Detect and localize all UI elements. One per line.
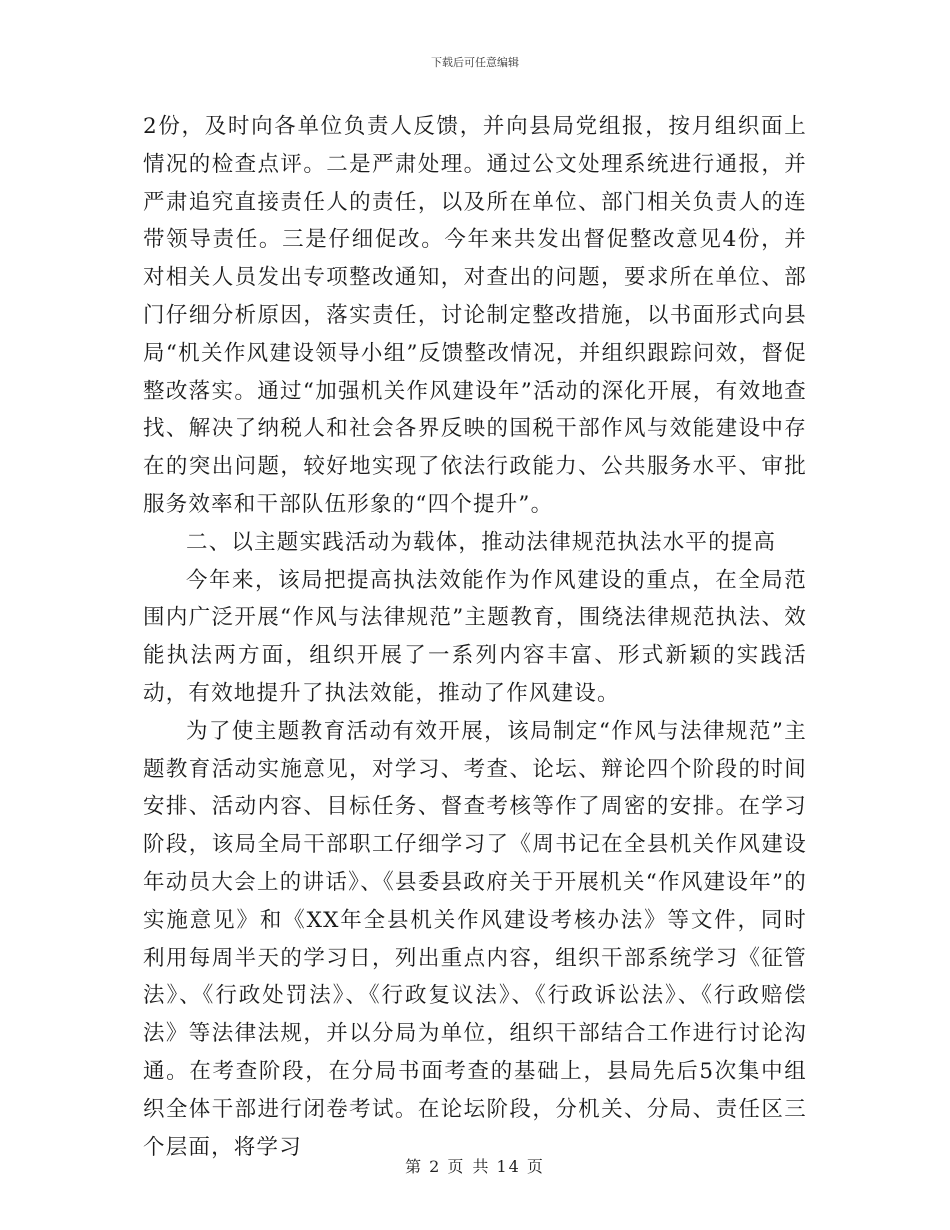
footer-suffix: 页: [526, 1157, 545, 1176]
header-note: 下载后可任意编辑: [431, 56, 519, 69]
page-footer: [0, 1154, 950, 1177]
paragraph-1: 2份，及时向各单位负责人反馈，并向县局党组报，按月组织面上情况的检查点评。二是严肃处理。通过公文处理系统进行通报，并严肃追究直接责任人的责任，以及所在单位、部门相关负责人的连带领导责任。三是仔细促改。今年来共发出督促整改意见4份，并对相关人员发出专项整改通知，对查出的问题，要求所在单位、部门仔细分析原因，落实责任，讨论制定整改措施，以书面形式向县局“机关作风建设领导小组”反馈整改情况，并组织跟踪问效，督促整改落实。通过“加强机关作风建设年”活动的深化开展，有效地查找、解决了纳税人和社会各界反映的国税干部作风与效能建设中存在的突出问题，较好地实现了依法行政能力、公共服务水平、审批服务效率和干部队伍形象的“四个提升”。: [143, 114, 807, 517]
total-page-count: 14: [496, 1157, 521, 1176]
current-page-number: 2: [429, 1157, 442, 1176]
footer-mid: 页 共: [447, 1157, 491, 1176]
document-body: [143, 108, 807, 1166]
footer-prefix: 第: [405, 1157, 424, 1176]
paragraph-2: 今年来，该局把提高执法效能作为作风建设的重点，在全局范围内广泛开展“作风与法律规范”主题教育，围绕法律规范执法、效能执法两方面，组织开展了一系列内容丰富、形式新颖的实践活动，有效地提升了执法效能，推动了作风建设。: [143, 567, 807, 706]
section-heading-2: 二、以主题实践活动为载体，推动法律规范执法水平的提高: [186, 529, 777, 555]
paragraph-3: 为了使主题教育活动有效开展，该局制定“作风与法律规范”主题教育活动实施意见，对学习、考查、论坛、辩论四个阶段的时间安排、活动内容、目标任务、督查考核等作了周密的安排。在学习阶段，该局全局干部职工仔细学习了《周书记在全县机关作风建设年动员大会上的讲话》、《县委县政府关于开展机关“作风建设年”的实施意见》和《XX年全县机关作风建设考核办法》等文件，同时利用每周半天的学习日，列出重点内容，组织干部系统学习《征管法》、《行政处罚法》、《行政复议法》、《行政诉讼法》、《行政赔偿法》等法律法规，并以分局为单位，组织干部结合工作进行讨论沟通。在考查阶段，在分局书面考查的基础上，县局先后5次集中组织全体干部进行闭卷考试。在论坛阶段，分机关、分局、责任区三个层面，将学习: [143, 718, 807, 1160]
